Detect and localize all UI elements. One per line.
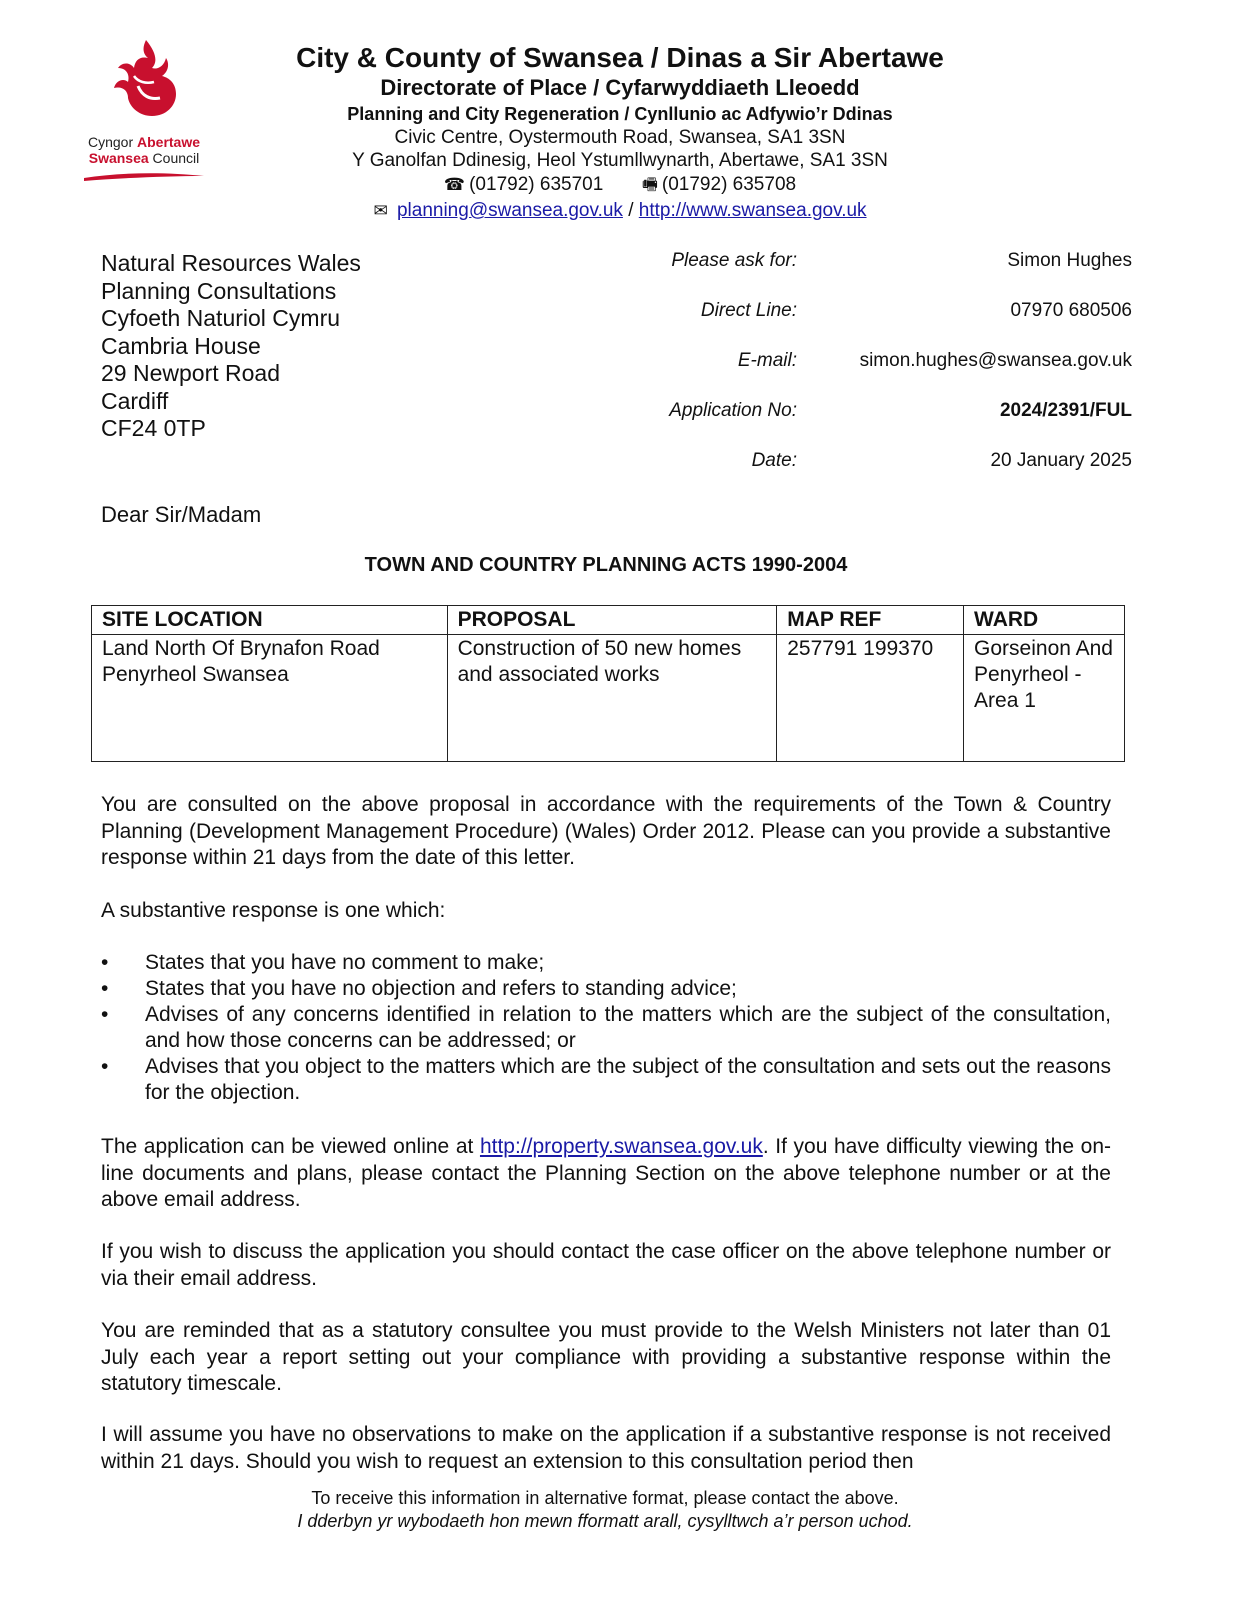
- logo-name-english: Swansea: [88, 150, 149, 166]
- ref-value: 20 January 2025: [990, 450, 1132, 471]
- recipient-address: [101, 250, 361, 443]
- address-english: Civic Centre, Oystermouth Road, Swansea, SA1 3SN: [394, 127, 846, 148]
- address-line: Cambria House: [101, 332, 261, 359]
- address-line: Natural Resources Wales: [101, 250, 361, 276]
- envelope-icon: ✉: [373, 201, 388, 220]
- link-separator: /: [628, 200, 634, 221]
- list-item: [101, 950, 1111, 976]
- footer: [200, 1487, 1010, 1533]
- logo-text-line2: [74, 150, 214, 166]
- table-header-row: [92, 606, 1125, 635]
- logo-prefix: Cyngor: [87, 134, 137, 150]
- property-link[interactable]: http://property.swansea.gov.uk: [479, 1135, 763, 1158]
- list-item: [101, 1054, 1111, 1106]
- address-line: Planning Consultations: [101, 277, 337, 304]
- logo-swoosh-icon: [82, 170, 206, 182]
- table-header: PROPOSAL: [447, 606, 777, 635]
- logo-text-line1: [74, 134, 214, 150]
- ref-label: E-mail:: [737, 350, 797, 371]
- logo-suffix: Council: [148, 150, 200, 166]
- fax-icon: 🖷: [641, 175, 658, 194]
- list-item-text: Advises of any concerns identified in relation to the matters which are the subject of the consultation, and how those concerns can be addressed; or: [145, 1003, 1111, 1052]
- table-header: WARD: [964, 606, 1125, 635]
- ref-value: 07970 680506: [1010, 300, 1132, 321]
- table-header: MAP REF: [777, 606, 964, 635]
- act-heading: TOWN AND COUNTRY PLANNING ACTS 1990-2004: [364, 554, 848, 576]
- paragraph-text: The application can be viewed online at: [101, 1135, 480, 1158]
- ref-row-contact: [600, 250, 1132, 300]
- ref-label: Direct Line:: [700, 300, 797, 321]
- list-item: [101, 976, 1111, 1002]
- department-title: Planning and City Regeneration / Cynllunio ac Adfywio’r Ddinas: [347, 104, 893, 124]
- paragraph-consultation: You are consulted on the above proposal in accordance with the requirements of the Town & Country Planning (Development Management Procedure) (Wales) Order 2012. Please can you provide a substantive response within 21 days from the date of this letter.: [101, 793, 1111, 869]
- list-item-text: Advises that you object to the matters which are the subject of the consultation and sets out the reasons for the objection.: [145, 1055, 1111, 1104]
- bullet-icon: •: [101, 951, 109, 974]
- ref-value: Simon Hughes: [1007, 250, 1132, 271]
- ref-row-date: [600, 450, 1132, 500]
- logo-name-welsh: Abertawe: [137, 134, 201, 150]
- address-line: Cyfoeth Naturiol Cymru: [101, 305, 341, 331]
- reference-block: [600, 250, 1132, 500]
- ref-value: 2024/2391/FUL: [999, 400, 1132, 421]
- phone-fax-line: [250, 172, 990, 198]
- address-line: Cardiff: [101, 387, 169, 414]
- table-cell-ward: Gorseinon And Penyrheol - Area 1: [964, 635, 1125, 762]
- ref-row-email: [600, 350, 1132, 400]
- ref-label: Date:: [751, 450, 797, 471]
- paragraph-view-online: [101, 1134, 1111, 1214]
- address-line: CF24 0TP: [101, 415, 206, 441]
- ref-row-direct-line: [600, 300, 1132, 350]
- table-row: [92, 635, 1125, 762]
- directorate-title: Directorate of Place / Cyfarwyddiaeth Lleoedd: [380, 75, 860, 100]
- ref-row-application-no: [600, 400, 1132, 450]
- ref-label: Application No:: [669, 400, 797, 421]
- list-item: [101, 1002, 1111, 1054]
- address-welsh: Y Ganolfan Ddinesig, Heol Ystumllwynarth, Abertawe, SA1 3SN: [352, 150, 888, 171]
- table-cell-map-ref: 257791 199370: [777, 635, 964, 762]
- telephone-icon: ☎: [443, 175, 466, 194]
- ref-label: Please ask for:: [671, 250, 797, 271]
- letterhead: [250, 42, 990, 224]
- phone-number: (01792) 635701: [469, 174, 604, 195]
- footer-english: To receive this information in alternative format, please contact the above.: [311, 1488, 899, 1508]
- bullet-icon: •: [101, 1003, 109, 1026]
- fax-number: (01792) 635708: [661, 174, 797, 195]
- email-link[interactable]: planning@swansea.gov.uk: [396, 200, 623, 221]
- council-title: City & County of Swansea / Dinas a Sir Abertawe: [296, 42, 944, 73]
- council-logo: [74, 38, 214, 194]
- paragraph-statutory: You are reminded that as a statutory consultee you must provide to the Welsh Ministers not later than 01 July each year a report setting out your compliance with providing a substantive response within the statutory timescale.: [101, 1319, 1111, 1395]
- bullet-icon: •: [101, 1055, 109, 1078]
- table-header: SITE LOCATION: [92, 606, 448, 635]
- dragon-emblem-icon: [102, 38, 186, 130]
- paragraph-text: . If you have difficulty viewing the on-line documents and plans, please contact the Planning Section on the above telephone number or at the above email address.: [101, 1135, 1111, 1211]
- table-cell-proposal: Construction of 50 new homes and associated works: [447, 635, 777, 762]
- ref-value: simon.hughes@swansea.gov.uk: [859, 350, 1132, 371]
- footer-welsh: I dderbyn yr wybodaeth hon mewn fformatt arall, cysylltwch a’r person uchod.: [297, 1511, 913, 1531]
- salutation: Dear Sir/Madam: [101, 502, 262, 527]
- table-cell-site-location: Land North Of Brynafon Road Penyrheol Swansea: [92, 635, 448, 762]
- application-table: [91, 605, 1125, 762]
- list-item-text: States that you have no comment to make;: [145, 951, 545, 974]
- bullet-icon: •: [101, 977, 109, 1000]
- email-web-line: [250, 198, 990, 224]
- list-item-text: States that you have no objection and refers to standing advice;: [145, 977, 737, 1000]
- paragraph-discuss: If you wish to discuss the application you should contact the case officer on the above telephone number or via their email address.: [101, 1240, 1111, 1290]
- paragraph-substantive-intro: A substantive response is one which:: [101, 899, 446, 922]
- substantive-criteria-list: [101, 950, 1111, 1106]
- address-line: 29 Newport Road: [101, 360, 280, 386]
- website-link[interactable]: http://www.swansea.gov.uk: [638, 200, 867, 221]
- paragraph-no-observations: I will assume you have no observations to make on the application if a substantive response is not received within 21 days. Should you wish to request an extension to this consultation period then: [101, 1423, 1111, 1473]
